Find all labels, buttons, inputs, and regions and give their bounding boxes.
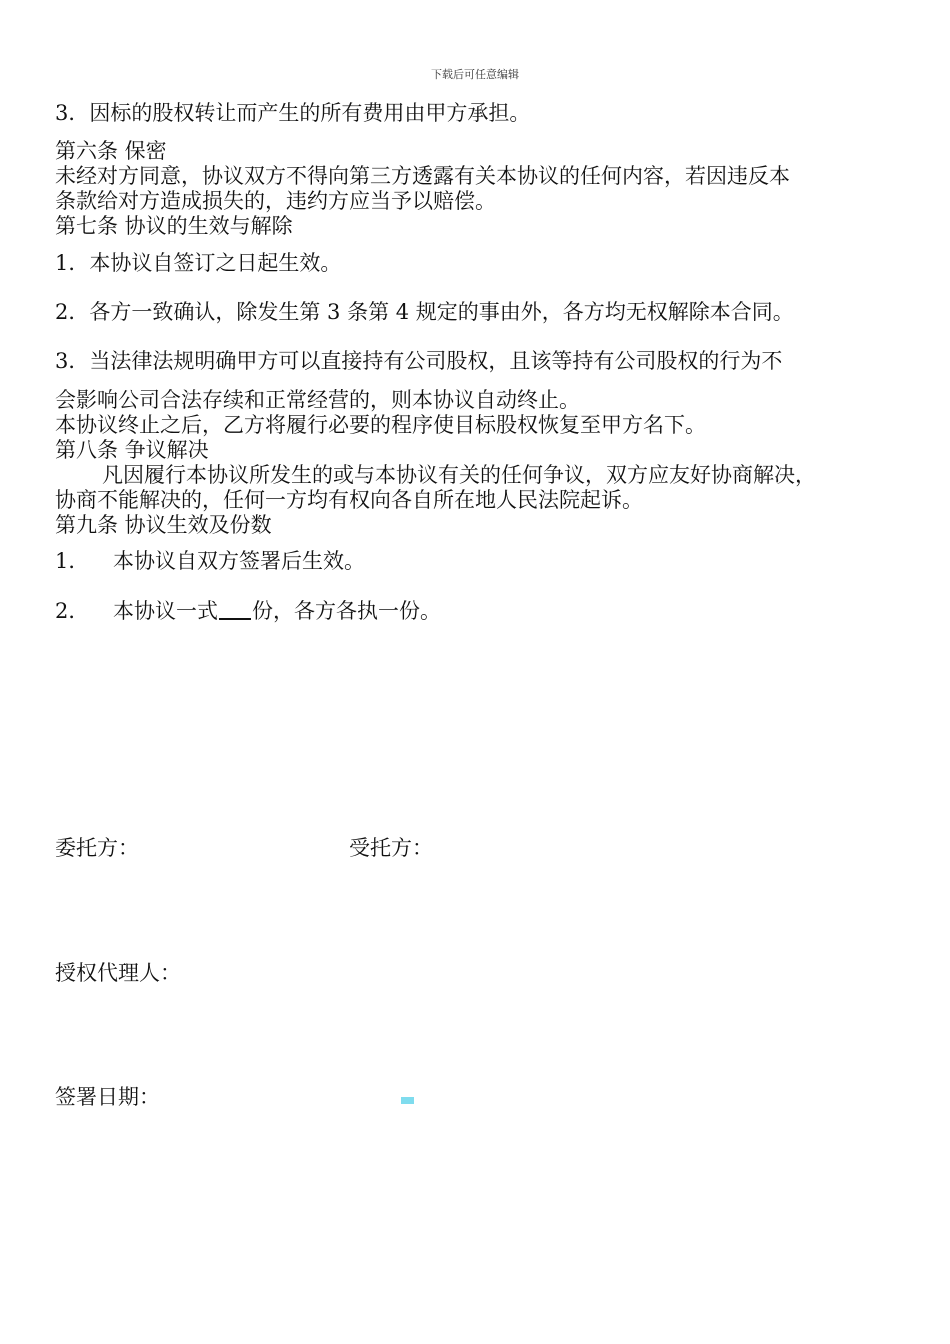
- article7-item2: 2．各方一致确认，除发生第 3 条第 4 规定的事由外，各方均无权解除本合同。: [55, 300, 794, 324]
- agent-label: 受托方：: [349, 836, 433, 860]
- article7-item3-line2: 会影响公司合法存续和正常经营的，则本协议自动终止。: [55, 388, 580, 412]
- principal-label: 委托方：: [55, 836, 139, 860]
- article9-item2-text-after: 份，各方各执一份。: [252, 599, 441, 623]
- page-header-note: 下载后可任意编辑: [431, 68, 519, 81]
- signing-date-label: 签署日期：: [55, 1085, 160, 1109]
- article9-item2-text-before: 本协议一式: [113, 599, 218, 623]
- article9-title: 第九条 协议生效及份数: [55, 513, 272, 537]
- clause5-item3: 3．因标的股权转让而产生的所有费用由甲方承担。: [55, 101, 531, 125]
- article6-body-line1: 未经对方同意，协议双方不得向第三方透露有关本协议的任何内容，若因违反本: [55, 164, 790, 188]
- article9-item2-number: 2．: [55, 599, 90, 623]
- article6-body-line2: 条款给对方造成损失的，违约方应当予以赔偿。: [55, 189, 496, 213]
- article8-body-line1: 凡因履行本协议所发生的或与本协议有关的任何争议，双方应友好协商解决，: [102, 463, 816, 487]
- article6-title: 第六条 保密: [55, 139, 167, 163]
- article9-item2: [55, 599, 441, 623]
- article8-title: 第八条 争议解决: [55, 438, 209, 462]
- article7-item3-line1: 3．当法律法规明确甲方可以直接持有公司股权，且该等持有公司股权的行为不: [55, 349, 783, 373]
- highlight-mark: [401, 1097, 414, 1104]
- article8-body-line2: 协商不能解决的，任何一方均有权向各自所在地人民法院起诉。: [55, 488, 643, 512]
- article7-title: 第七条 协议的生效与解除: [55, 214, 293, 238]
- authorized-representative-label: 授权代理人：: [55, 961, 181, 985]
- article7-after-termination: 本协议终止之后，乙方将履行必要的程序使目标股权恢复至甲方名下。: [55, 413, 706, 437]
- article7-item1: 1．本协议自签订之日起生效。: [55, 251, 342, 275]
- article9-item1-text: 本协议自双方签署后生效。: [113, 549, 365, 573]
- article9-item1: [55, 549, 365, 573]
- article9-item1-number: 1．: [55, 549, 90, 573]
- copies-blank-line: [219, 600, 251, 620]
